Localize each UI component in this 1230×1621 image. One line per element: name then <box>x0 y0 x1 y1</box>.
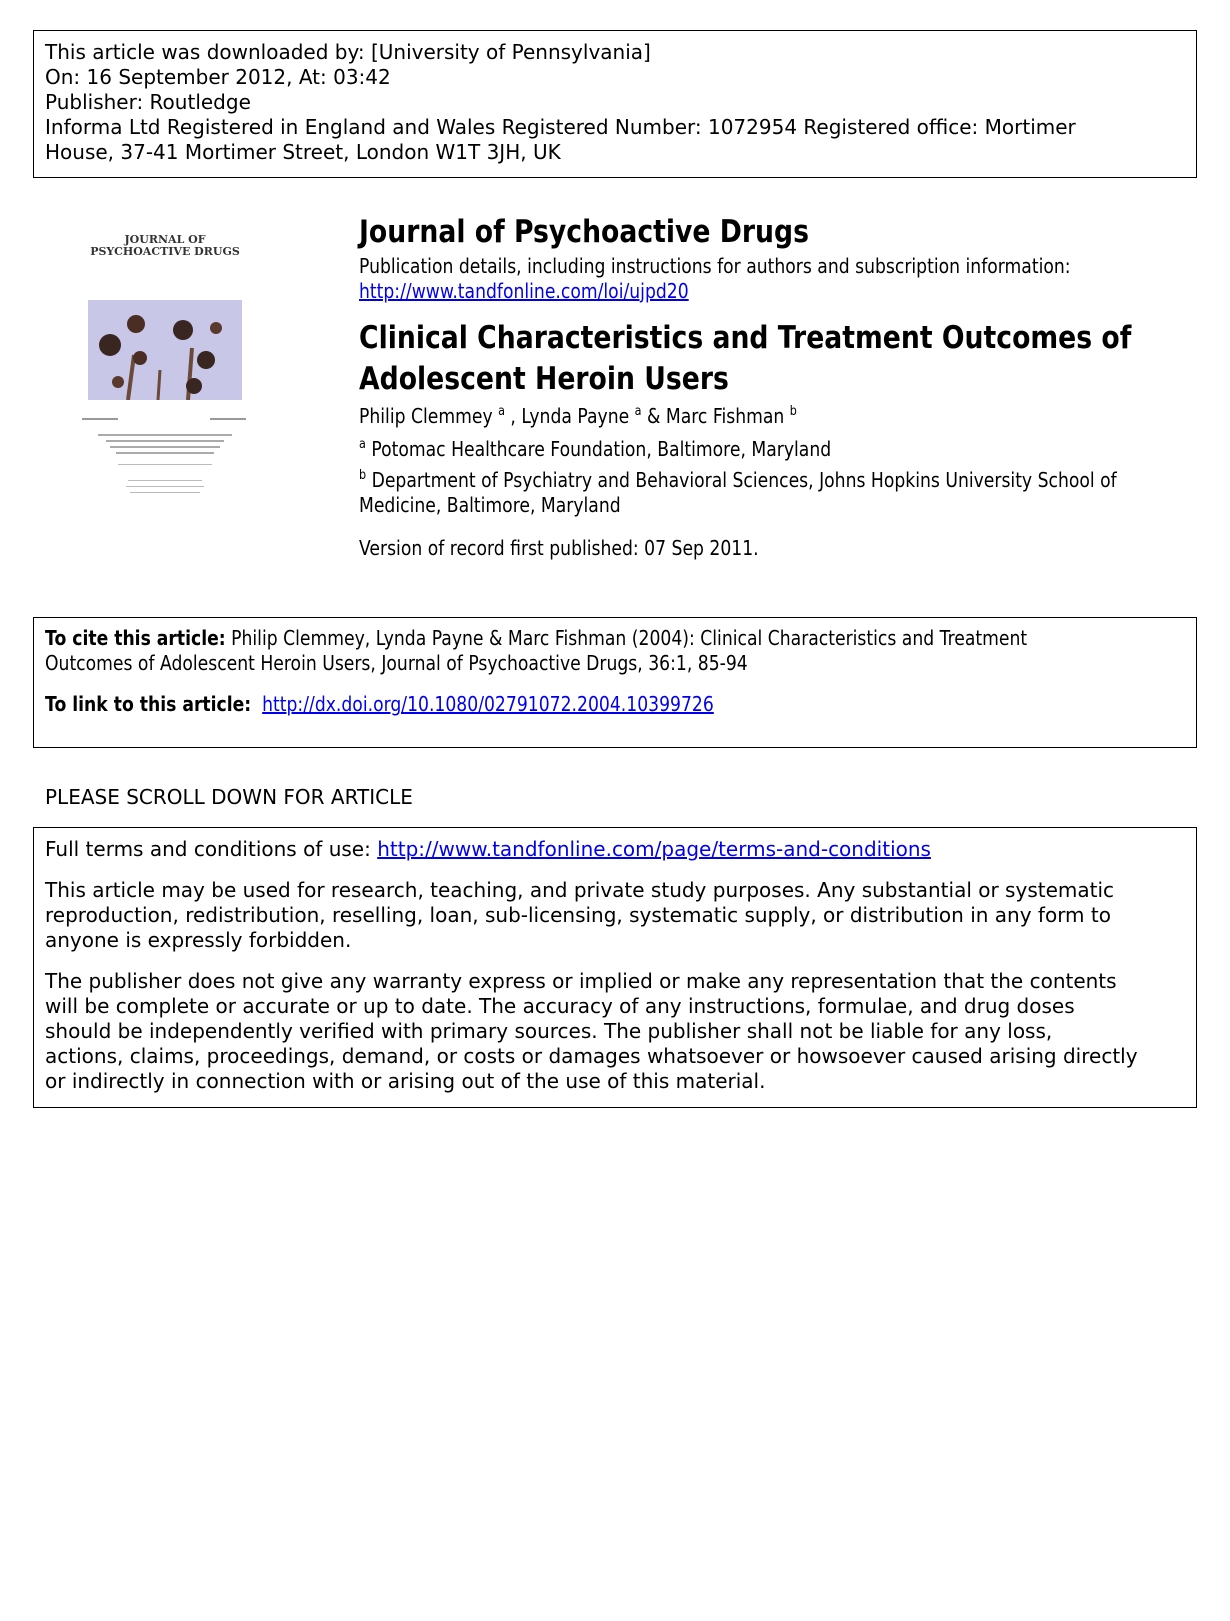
journal-url-wrapper <box>359 279 689 304</box>
scroll-note: PLEASE SCROLL DOWN FOR ARTICLE <box>45 785 413 809</box>
affiliation-b <box>359 468 1117 518</box>
cover-rule <box>82 418 118 420</box>
registered-office-line: Informa Ltd Registered in England and Wales Registered Number: 1072954 Registered office: Mortimer <box>45 115 1076 139</box>
cite-text-line-2: Outcomes of Adolescent Heroin Users, Journal of Psychoactive Drugs, 36:1, 85-94 <box>45 651 748 675</box>
cover-text-line <box>126 486 204 487</box>
affiliation-mark: b <box>789 404 797 419</box>
author-list <box>359 404 797 429</box>
cover-text-line <box>110 446 220 448</box>
download-date-line: On: 16 September 2012, At: 03:42 <box>45 65 391 89</box>
terms-link[interactable]: http://www.tandfonline.com/page/terms-and-conditions <box>377 837 931 861</box>
affiliation-text: Department of Psychiatry and Behavioral Sciences, Johns Hopkins University School of <box>371 468 1117 492</box>
publication-details: Publication details, including instructions for authors and subscription information: <box>359 254 1071 278</box>
affiliation-mark: a <box>359 437 366 452</box>
affiliation-mark: b <box>359 468 367 483</box>
cover-text-line <box>130 492 200 493</box>
usage-para-line: reproduction, redistribution, reselling, loan, sub-licensing, systematic supply, or distribution in any form to <box>45 903 1111 927</box>
cover-title: JOURNAL OF PSYCHOACTIVE DRUGS <box>90 233 240 258</box>
usage-para-line: anyone is expressly forbidden. <box>45 928 352 952</box>
citation-box <box>33 617 1197 748</box>
cover-text-line <box>106 440 224 442</box>
affiliation-text: Potomac Healthcare Foundation, Baltimore, Maryland <box>371 437 832 461</box>
disclaimer-para-line: actions, claims, proceedings, demand, or costs or damages whatsoever or howsoever caused arising directly <box>45 1044 1138 1068</box>
terms-box <box>33 827 1197 1108</box>
affiliation-mark: a <box>498 404 505 419</box>
link-row <box>45 692 1025 717</box>
registered-office-line-2: House, 37-41 Mortimer Street, London W1T 3JH, UK <box>45 140 561 164</box>
cover-text-line <box>98 434 232 436</box>
download-notice-box <box>33 30 1197 178</box>
cite-label: To cite this article: <box>45 626 226 650</box>
link-label: To link to this article: <box>45 692 252 716</box>
cover-rule <box>210 418 246 420</box>
affiliation-a <box>359 437 831 462</box>
affiliation-text-line-2: Medicine, Baltimore, Maryland <box>359 493 621 517</box>
terms-row <box>45 837 1185 862</box>
cover-illustration <box>88 300 242 400</box>
author-name: Lynda Payne <box>521 404 630 428</box>
terms-label: Full terms and conditions of use: <box>45 837 371 861</box>
author-separator: , <box>504 404 522 428</box>
cover-text-line <box>116 452 214 454</box>
publisher-line: Publisher: Routledge <box>45 90 251 114</box>
disclaimer-para-line: The publisher does not give any warranty express or implied or make any representation that the contents <box>45 969 1117 993</box>
author-name: Philip Clemmey <box>359 404 493 428</box>
cover-text-line <box>118 464 212 465</box>
usage-para-line: This article may be used for research, teaching, and private study purposes. Any substantial or systematic <box>45 878 1115 902</box>
published-date: Version of record first published: 07 Sep 2011. <box>359 536 759 560</box>
affiliation-mark: a <box>634 404 642 419</box>
journal-title: Journal of Psychoactive Drugs <box>359 214 809 250</box>
article-title-line-2: Adolescent Heroin Users <box>359 361 729 397</box>
journal-cover-image <box>80 228 250 518</box>
download-line: This article was downloaded by: [University of Pennsylvania] <box>45 40 651 64</box>
author-name: Marc Fishman <box>665 404 785 428</box>
citation-row <box>45 626 1028 651</box>
disclaimer-para-line: should be independently verified with primary sources. The publisher shall not be liable for any loss, <box>45 1019 1053 1043</box>
cover-text-line <box>128 480 202 481</box>
cite-text: Philip Clemmey, Lynda Payne & Marc Fishman (2004): Clinical Characteristics and Treatment <box>231 626 1028 650</box>
journal-url-link[interactable]: http://www.tandfonline.com/loi/ujpd20 <box>359 279 689 303</box>
doi-link[interactable]: http://dx.doi.org/10.1080/02791072.2004.10399726 <box>262 692 714 716</box>
disclaimer-para-line: or indirectly in connection with or arising out of the use of this material. <box>45 1069 766 1093</box>
author-separator: & <box>641 404 666 428</box>
article-title <box>359 318 1131 400</box>
disclaimer-para-line: will be complete or accurate or up to date. The accuracy of any instructions, formulae, and drug doses <box>45 994 1075 1018</box>
article-title-line-1: Clinical Characteristics and Treatment Outcomes of <box>359 320 1132 356</box>
